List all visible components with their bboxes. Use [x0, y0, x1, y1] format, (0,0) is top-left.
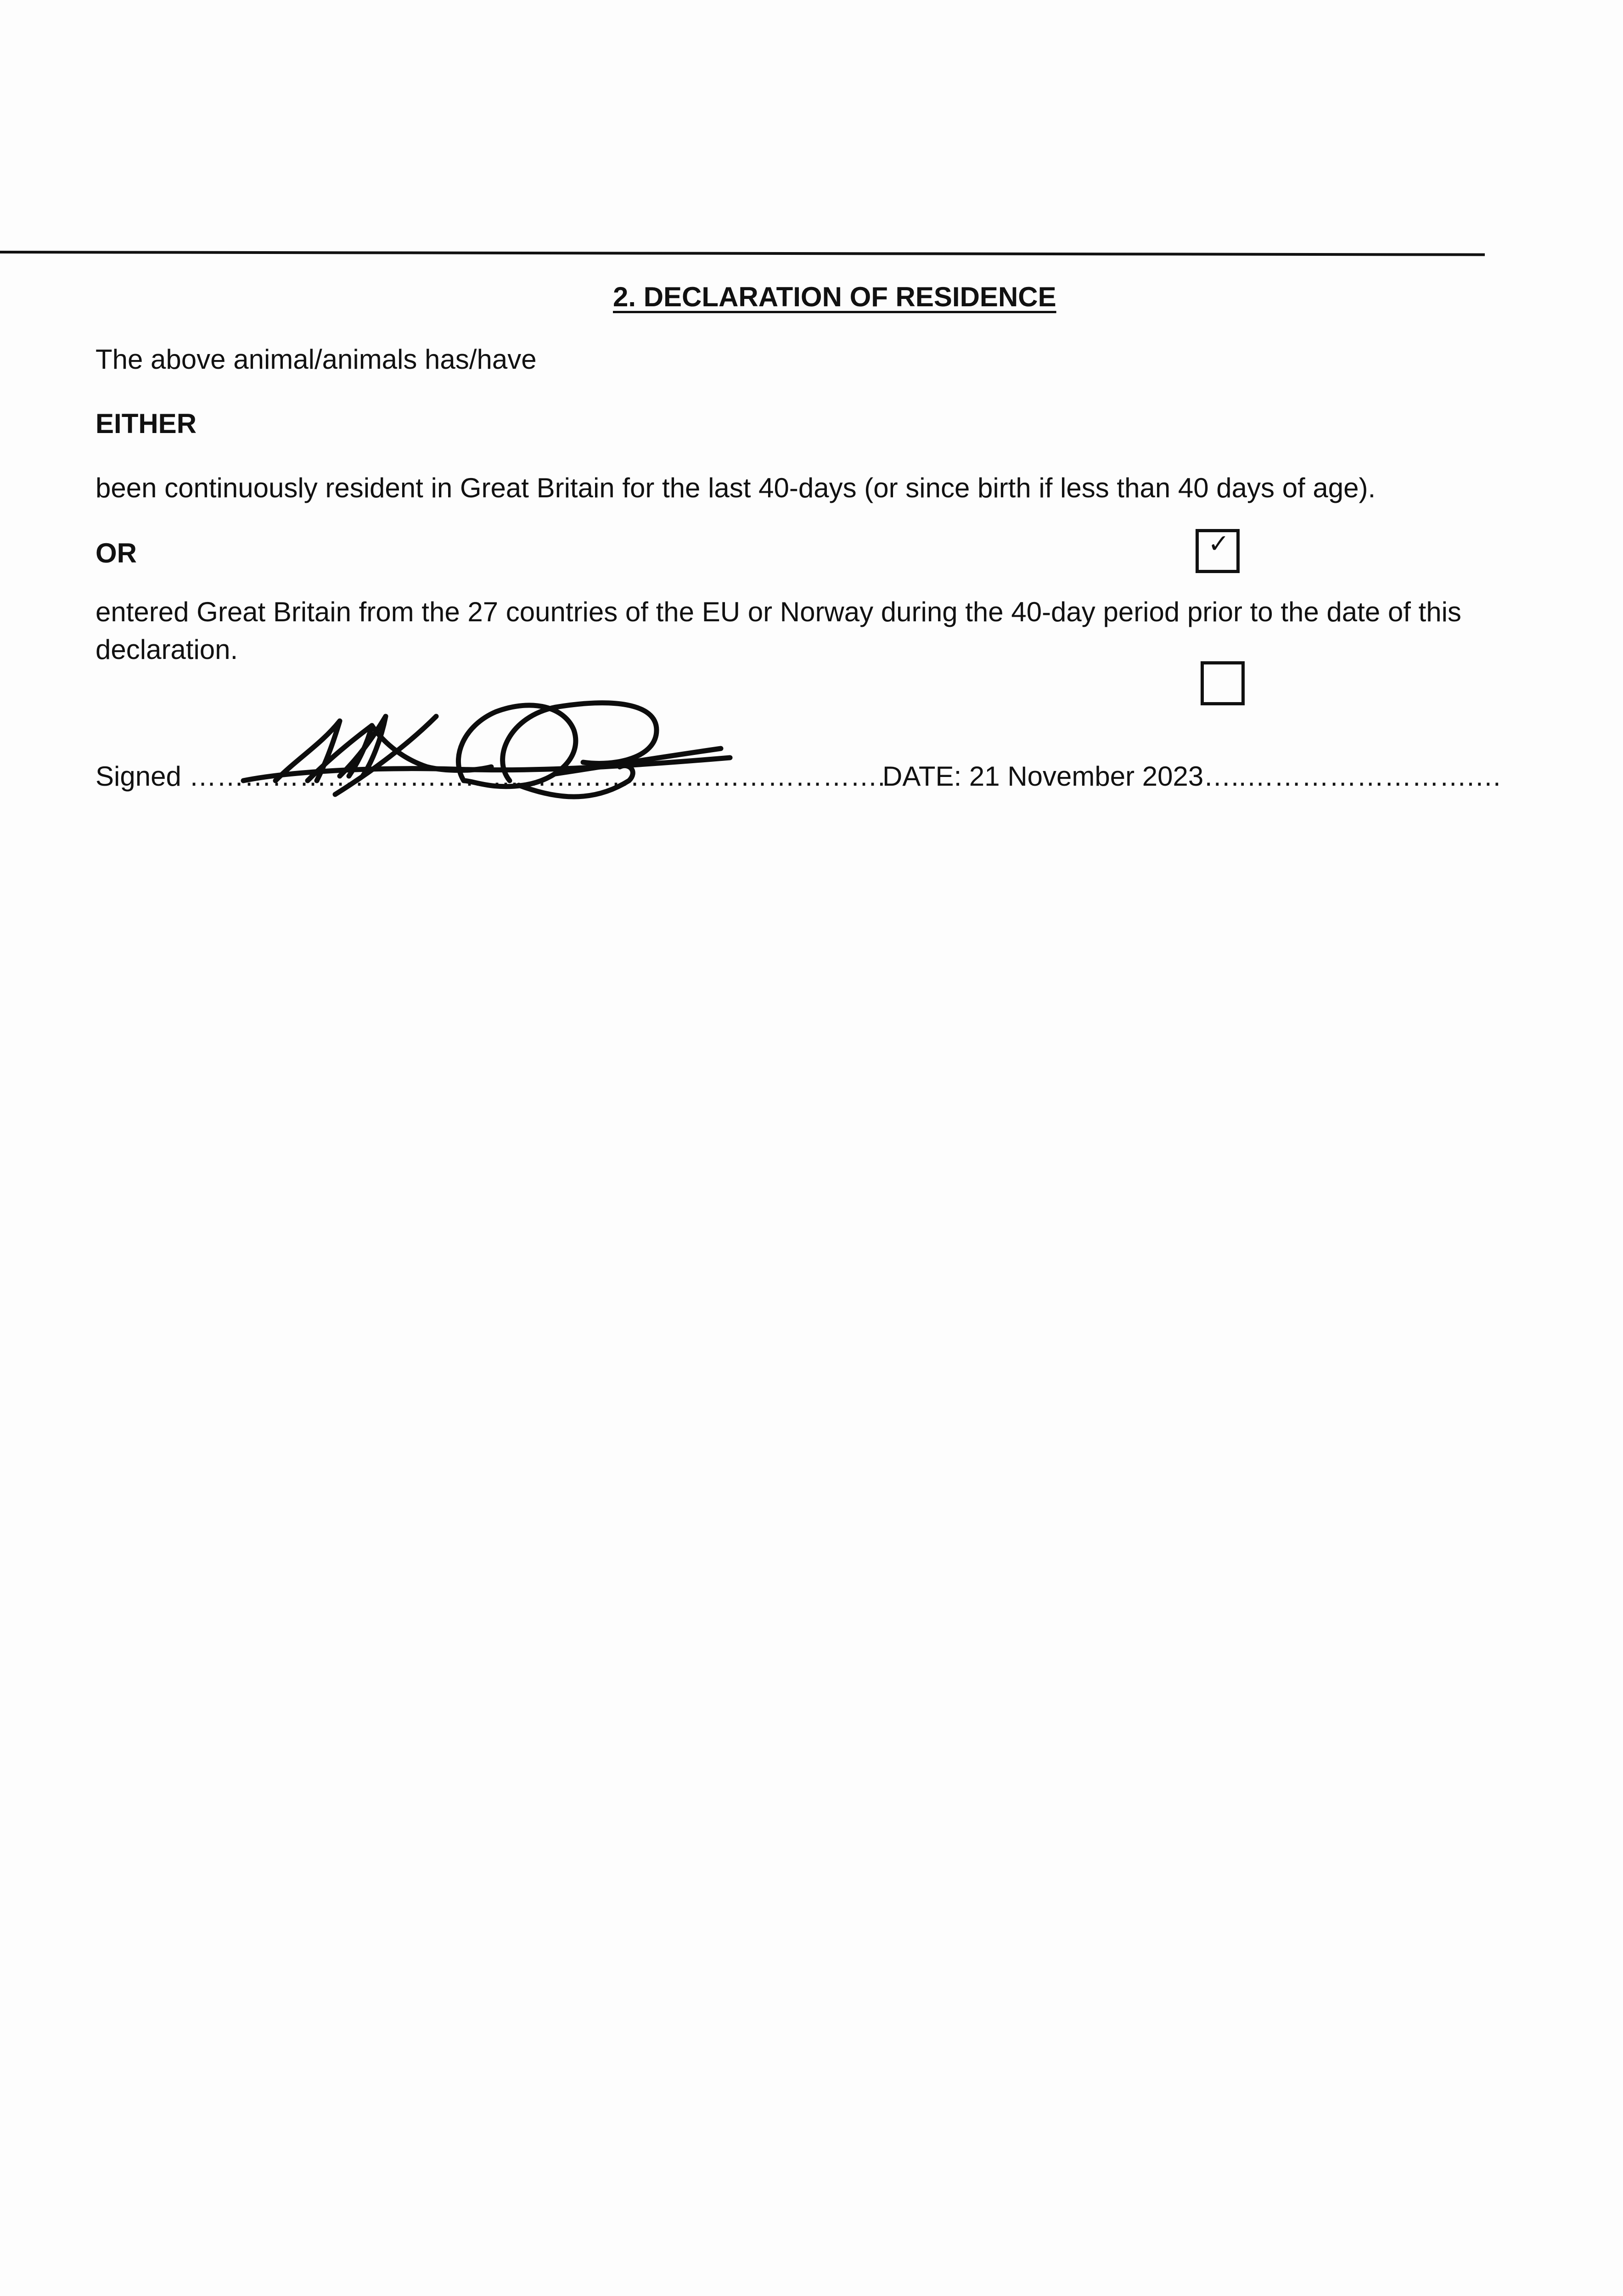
option-two-checkbox[interactable]	[1201, 661, 1245, 705]
option-two-text: entered Great Britain from the 27 countries of the EU or Norway during the 40-day period prior to the date of this declaration.	[95, 597, 1461, 665]
section-heading: 2. DECLARATION OF RESIDENCE	[613, 281, 1056, 312]
top-horizontal-rule	[0, 251, 1485, 256]
signed-label: Signed	[95, 761, 181, 792]
handwritten-signature	[234, 689, 739, 808]
check-mark-icon: ✓	[1208, 529, 1230, 559]
option-one-checkbox[interactable]	[1196, 529, 1240, 573]
or-label: OR	[95, 538, 137, 568]
either-label: EITHER	[95, 408, 197, 439]
intro-text: The above animal/animals has/have	[95, 344, 537, 375]
date-field: DATE: 21 November 2023…..…………………….…	[882, 761, 1502, 792]
option-one-text: been continuously resident in Great Britain for the last 40-days (or since birth if less than 40 days of age).	[95, 473, 1376, 503]
signed-dotted-line: ………………………………………………………………….	[189, 761, 886, 792]
